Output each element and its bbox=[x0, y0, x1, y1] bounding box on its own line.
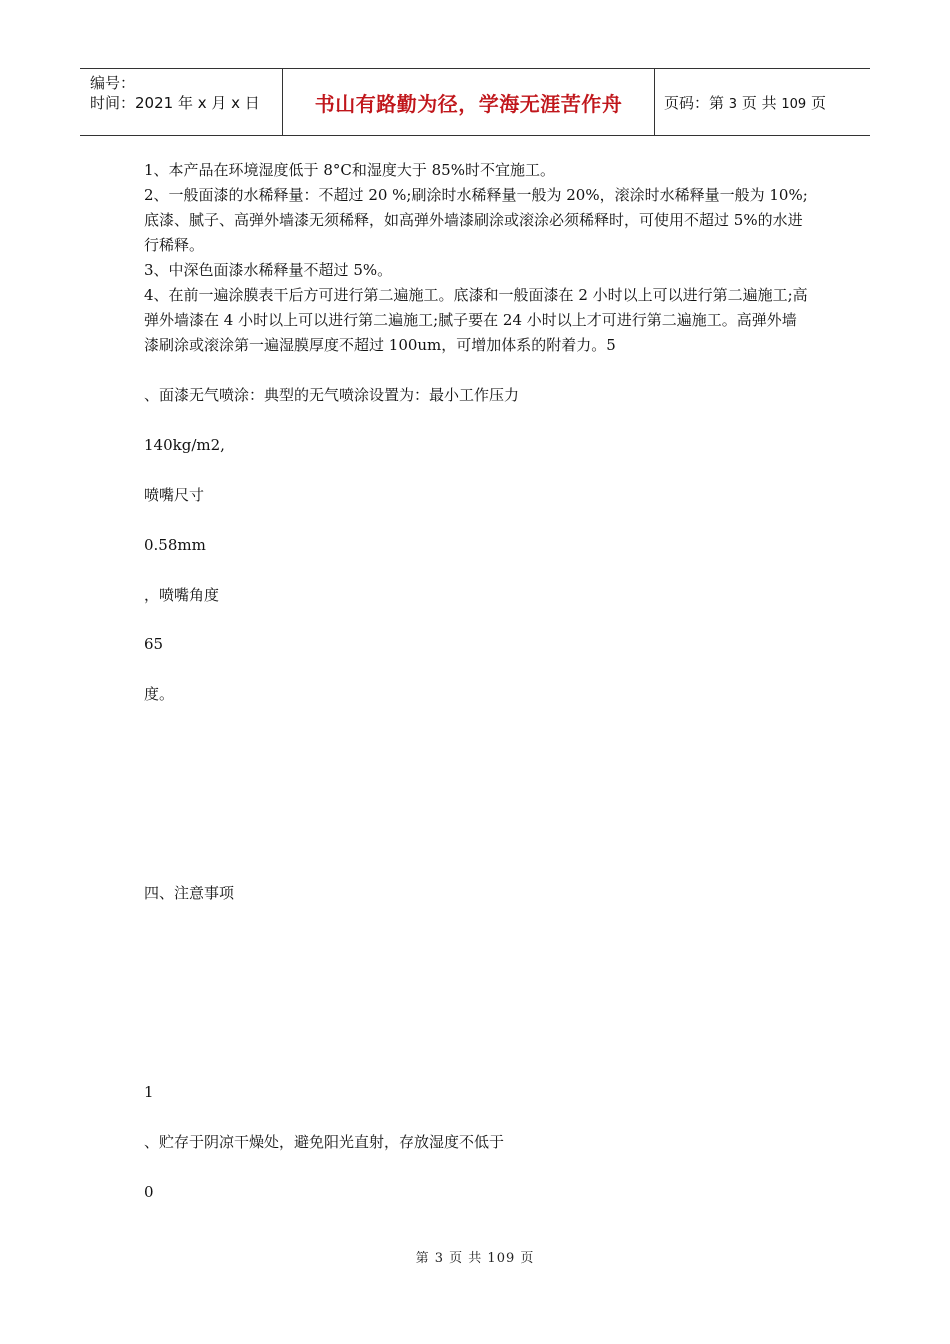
page-suffix: 页 bbox=[806, 93, 826, 112]
storage-value: 0 bbox=[144, 1183, 154, 1201]
paragraph-2: 2、一般面漆的水稀释量：不超过 20 %;刷涂时水稀释量一般为 20%，滚涂时水稀释量一般为 10%;底漆、腻子、高弹外墙漆无须稀释，如高弹外墙漆刷涂或滚涂必须稀释时，可使用不超过 5%的水进行稀释。 bbox=[144, 186, 808, 254]
nozzle-size-label: 喷嘴尺寸 bbox=[144, 486, 205, 504]
page-prefix: 页码：第 bbox=[664, 93, 729, 112]
item-number-1: 1 bbox=[144, 1083, 154, 1101]
storage-note: 、贮存于阴凉干燥处，避免阳光直射，存放湿度不低于 bbox=[144, 1133, 505, 1151]
paragraph-1: 1、本产品在环境湿度低于 8°C和湿度大于 85%时不宜施工。 bbox=[144, 161, 555, 179]
header-motto: 书山有路勤为径，学海无涯苦作舟 bbox=[282, 69, 655, 135]
paragraph-4: 4、在前一遍涂膜表干后方可进行第二遍施工。底漆和一般面漆在 2 小时以上可以进行第二遍施工;高弹外墙漆在 4 小时以上可以进行第二遍施工;腻子要在 24 小时以上才可进行第二遍施工。高弹外墙漆刷涂或滚涂第一遍湿膜厚度不超过 100um，可增加体系的附着力。5 bbox=[144, 286, 808, 354]
section-heading-notes: 四、注意事项 bbox=[144, 884, 235, 902]
pressure-value: 140kg/m2, bbox=[144, 436, 225, 454]
page-header bbox=[80, 68, 870, 136]
nozzle-size-value: 0.58mm bbox=[144, 536, 206, 554]
body-paragraphs bbox=[144, 158, 808, 358]
page-total: 109 bbox=[781, 96, 807, 112]
header-meta bbox=[80, 69, 282, 135]
spray-settings-line: 、面漆无气喷涂：典型的无气喷涂设置为：最小工作压力 bbox=[144, 386, 520, 404]
nozzle-angle-value: 65 bbox=[144, 635, 164, 653]
paragraph-3: 3、中深色面漆水稀释量不超过 5%。 bbox=[144, 261, 393, 279]
document-code-label: 编号： bbox=[90, 74, 136, 92]
document-date: 时间：2021 年 x 月 x 日 bbox=[90, 94, 260, 112]
page-footer: 第 3 页 共 109 页 bbox=[415, 1251, 535, 1266]
nozzle-angle-label: ，喷嘴角度 bbox=[144, 586, 220, 604]
degree-unit: 度。 bbox=[144, 685, 175, 703]
page-current: 3 bbox=[728, 96, 738, 112]
header-page-info bbox=[655, 69, 870, 135]
page-mid: 页 共 bbox=[737, 93, 782, 112]
